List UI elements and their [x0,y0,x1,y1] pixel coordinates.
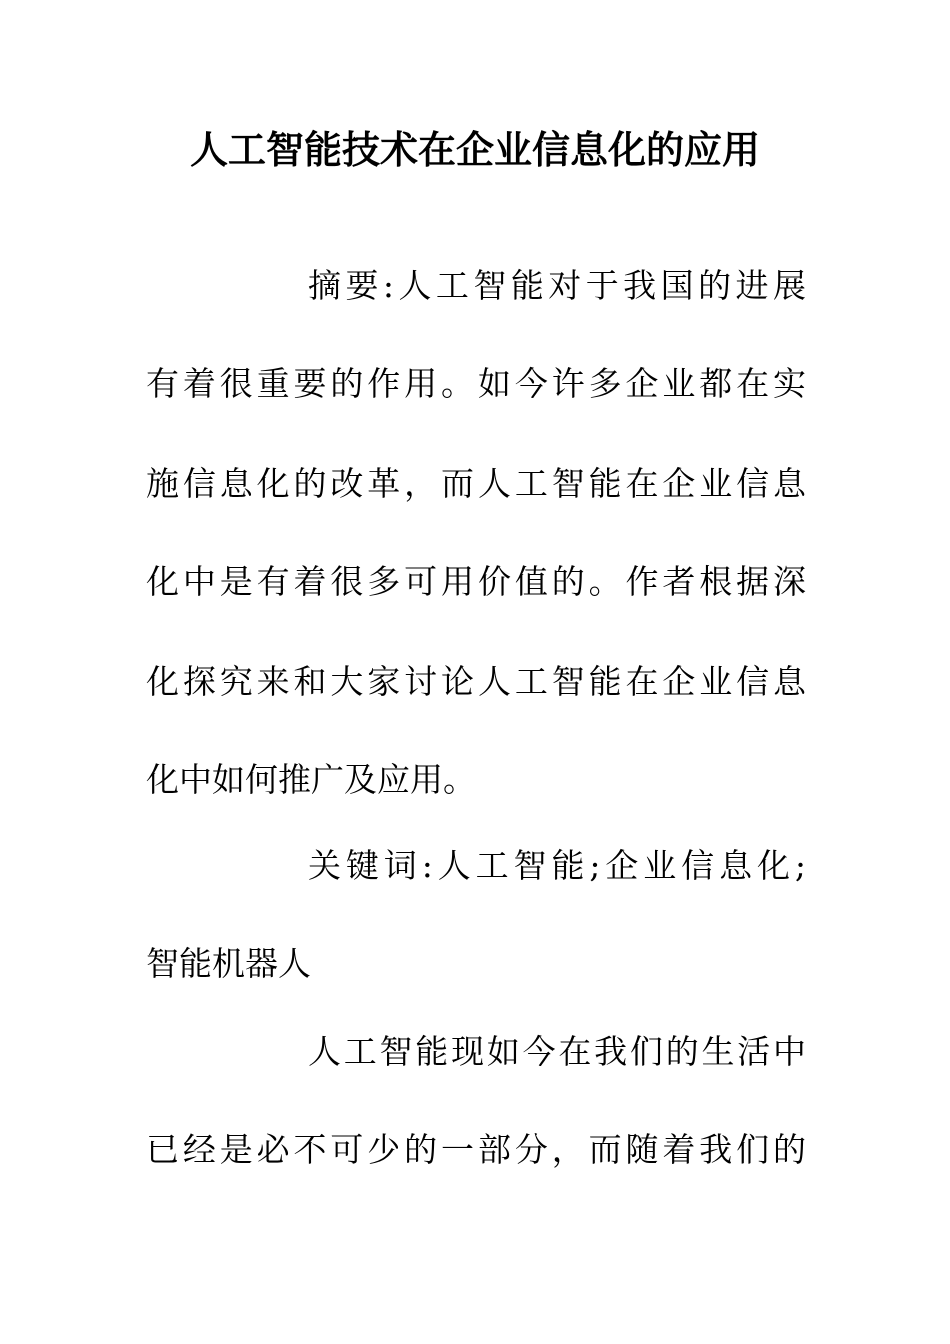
abstract-line-1: 摘要:人工智能对于我国的进展 [308,266,806,305]
body-line-2: 已经是必不可少的一部分，而随着我们的 [146,1130,806,1169]
abstract-line-3: 施信息化的改革，而人工智能在企业信息 [146,464,806,503]
abstract-line-6: 化中如何推广及应用。 [146,760,476,799]
keywords-line-2: 智能机器人 [146,944,311,983]
abstract-line-5: 化探究来和大家讨论人工智能在企业信息 [146,662,806,701]
abstract-line-4: 化中是有着很多可用价值的。作者根据深 [146,562,806,601]
abstract-line-2: 有着很重要的作用。如今许多企业都在实 [146,364,806,403]
document-title: 人工智能技术在企业信息化的应用 [189,128,760,172]
body-line-1: 人工智能现如今在我们的生活中 [308,1032,806,1071]
keywords-line-1: 关键词:人工智能;企业信息化; [308,846,806,885]
